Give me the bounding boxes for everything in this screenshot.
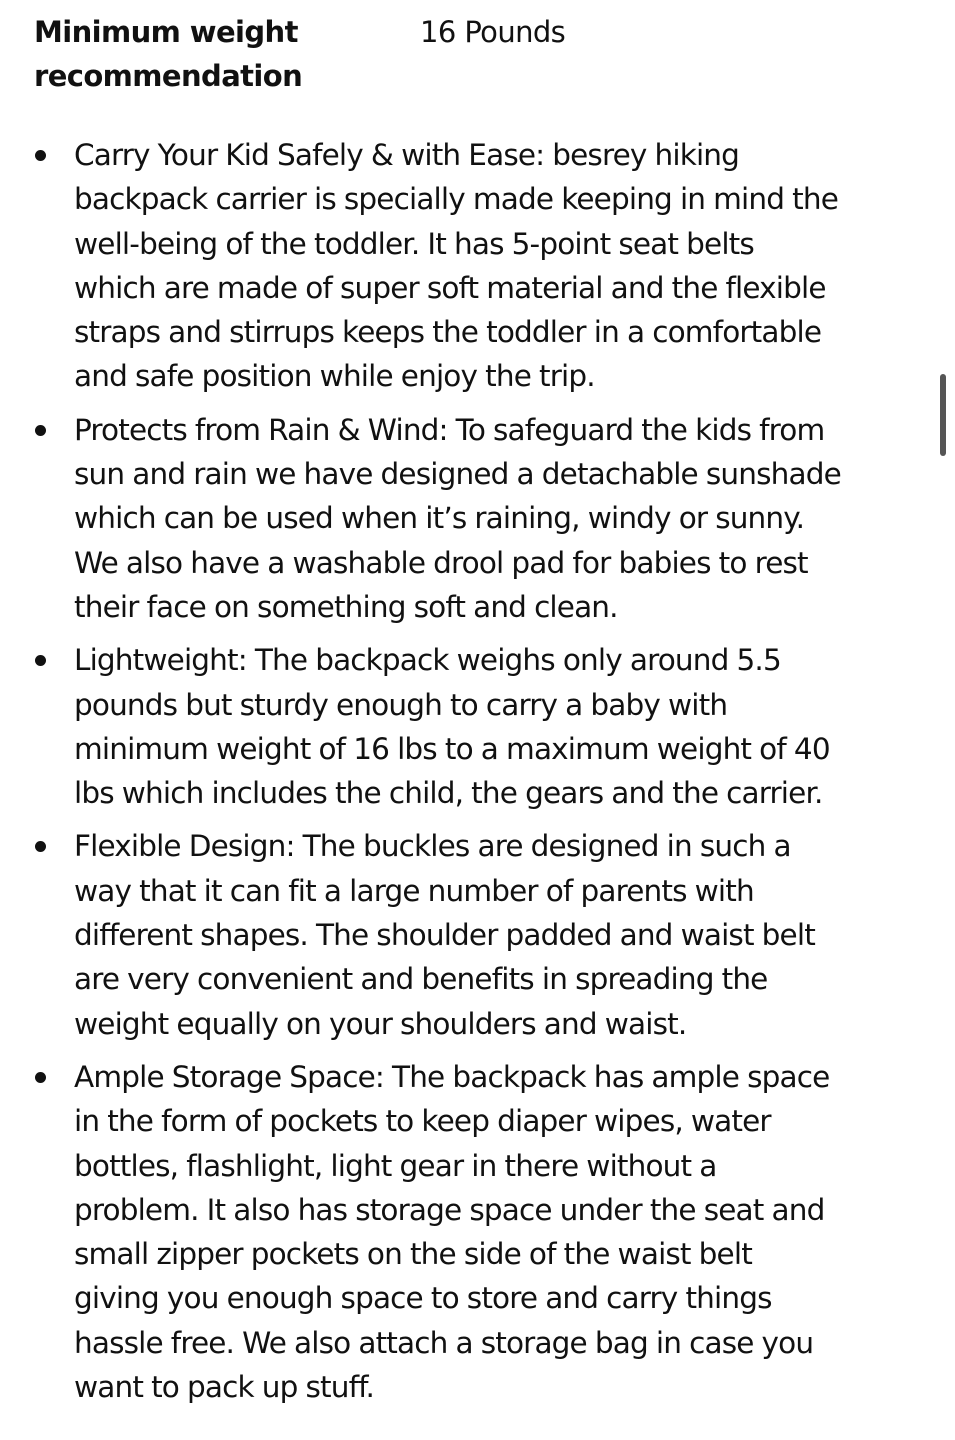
feature-bullet-text: Flexible Design: The buckles are designed in such a way that it can fit a large number of parents with different shapes. The shoulder padded and waist belt are very convenient and benefits in spreading the weight equally on your shoulders and waist.: [74, 829, 815, 1041]
feature-bullet-text: Carry Your Kid Safely & with Ease: besrey hiking backpack carrier is specially made keeping in mind the well-being of the toddler. It has 5-point seat belts which are made of super soft material and the flexible straps and stirrups keeps the toddler in a comfortable and safe position while enjoy the trip.: [74, 138, 839, 394]
feature-bullet-text: Protects from Rain & Wind: To safeguard the kids from sun and rain we have designed a detachable sunshade which can be used when it’s raining, windy or sunny. We also have a washable drool pad for babies to rest their face on something soft and clean.: [74, 412, 841, 624]
feature-bullet-text: Ample Storage Space: The backpack has ample space in the form of pockets to keep diaper wipes, water bottles, flashlight, light gear in there without a problem. It also has storage space under the seat and small zipper pockets on the side of the waist belt giving you enough space to store and carry things hassle free. We also attach a storage bag in case you want to pack up stuff.: [74, 1059, 830, 1405]
feature-bullet-list: [0, 133, 930, 1418]
feature-bullet-item: [0, 408, 930, 629]
feature-bullet-item: [0, 133, 930, 399]
spec-row-minimum-weight: [34, 10, 914, 100]
bullet-dot-icon: [35, 841, 46, 852]
feature-bullet-item: [0, 824, 930, 1045]
bullet-dot-icon: [35, 655, 46, 666]
feature-bullet-text: Lightweight: The backpack weighs only around 5.5 pounds but sturdy enough to carry a baby with minimum weight of 16 lbs to a maximum weight of 40 lbs which includes the child, the gears and the carrier.: [74, 643, 830, 811]
spec-value: 16 Pounds: [420, 15, 566, 49]
feature-bullet-item: [0, 638, 930, 815]
spec-label: Minimum weight recommendation: [34, 15, 303, 93]
bullet-dot-icon: [35, 150, 46, 161]
bullet-dot-icon: [35, 425, 46, 436]
feature-bullet-item: [0, 1055, 930, 1409]
bullet-dot-icon: [35, 1072, 46, 1083]
scrollbar-thumb[interactable]: [940, 374, 946, 456]
